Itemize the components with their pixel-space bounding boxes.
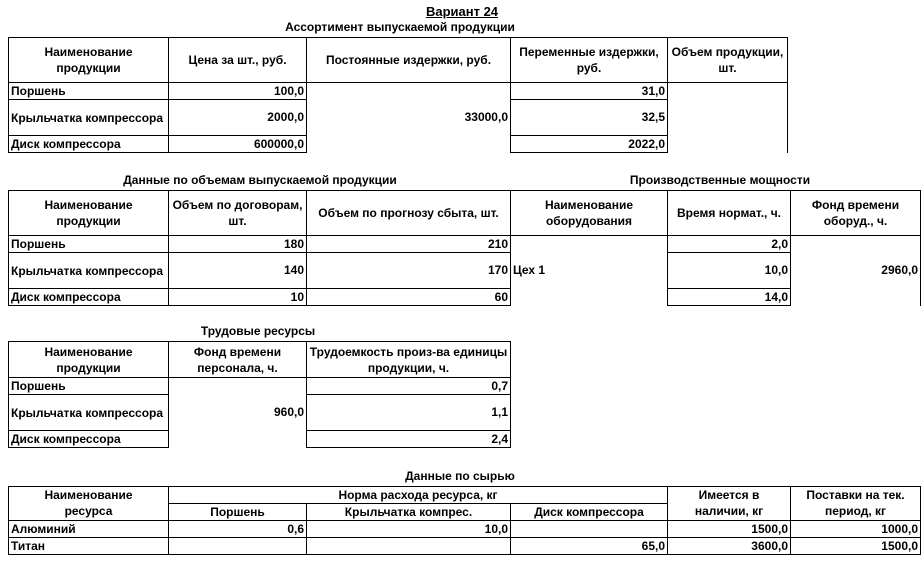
header-staff-fund: Фонд времени персонала, ч.	[169, 342, 307, 378]
labor-intensity-cell: 0,7	[307, 378, 511, 395]
header-resource-name-2: ресурса	[9, 504, 169, 521]
price-cell: 2000,0	[169, 100, 307, 136]
labor-intensity-cell: 1,1	[307, 395, 511, 431]
resource-name-cell: Титан	[9, 538, 169, 555]
assortment-caption: Ассортимент выпускаемой продукции	[285, 20, 515, 34]
header-product: Наименование продукции	[9, 191, 169, 236]
raw-materials-caption: Данные по сырью	[405, 469, 515, 483]
fixed-costs-cell: 33000,0	[307, 83, 511, 153]
header-resource-name: Наименование	[9, 487, 169, 504]
resource-name-cell: Алюминий	[9, 521, 169, 538]
header-supply-2: период, кг	[791, 504, 921, 521]
labor-caption: Трудовые ресурсы	[200, 324, 316, 338]
impeller-norm-cell: 10,0	[307, 521, 511, 538]
price-cell: 100,0	[169, 83, 307, 100]
supply-cell: 1000,0	[791, 521, 921, 538]
available-cell: 3600,0	[668, 538, 791, 555]
forecast-volume-cell: 210	[307, 236, 511, 253]
norm-time-cell: 2,0	[668, 236, 791, 253]
capacities-caption: Производственные мощности	[629, 173, 811, 187]
forecast-volume-cell: 60	[307, 289, 511, 306]
header-price: Цена за шт., руб.	[169, 38, 307, 83]
staff-fund-cell: 960,0	[169, 378, 307, 448]
volume-cell	[668, 83, 788, 153]
header-contract-volume: Объем по договорам, шт.	[169, 191, 307, 236]
product-name-cell: Крыльчатка компрессора	[9, 100, 169, 136]
product-name-cell: Крыльчатка компрессора	[9, 395, 169, 431]
contract-volume-cell: 140	[169, 253, 307, 289]
header-norm-time: Время нормат., ч.	[668, 191, 791, 236]
piston-norm-cell	[169, 538, 307, 555]
header-volume: Объем продукции, шт.	[668, 38, 788, 83]
assortment-table	[8, 37, 788, 153]
disk-norm-cell: 65,0	[511, 538, 668, 555]
available-cell: 1500,0	[668, 521, 791, 538]
header-product: Наименование продукции	[9, 342, 169, 378]
variable-costs-cell: 2022,0	[511, 136, 668, 153]
variable-costs-cell: 31,0	[511, 83, 668, 100]
header-norm: Норма расхода ресурса, кг	[169, 487, 668, 504]
header-variable-costs: Переменные издержки, руб.	[511, 38, 668, 83]
product-name-cell: Поршень	[9, 236, 169, 253]
contract-volume-cell: 180	[169, 236, 307, 253]
product-name-cell: Крыльчатка компрессора	[9, 253, 169, 289]
equipment-fund-cell: 2960,0	[791, 236, 921, 306]
norm-time-cell: 14,0	[668, 289, 791, 306]
forecast-volume-cell: 170	[307, 253, 511, 289]
header-piston: Поршень	[169, 504, 307, 521]
supply-cell: 1500,0	[791, 538, 921, 555]
equipment-cell: Цех 1	[511, 236, 668, 306]
header-available: Имеется в	[668, 487, 791, 504]
labor-table	[8, 341, 511, 448]
page-title: Вариант 24	[425, 4, 499, 19]
price-cell: 600000,0	[169, 136, 307, 153]
volumes-caption: Данные по объемам выпускаемой продукции	[123, 173, 397, 187]
labor-intensity-cell: 2,4	[307, 431, 511, 448]
piston-norm-cell: 0,6	[169, 521, 307, 538]
header-product: Наименование продукции	[9, 38, 169, 83]
raw-materials-table	[8, 486, 921, 555]
norm-time-cell: 10,0	[668, 253, 791, 289]
impeller-norm-cell	[307, 538, 511, 555]
header-supply: Поставки на тек.	[791, 487, 921, 504]
product-name-cell: Диск компрессора	[9, 289, 169, 306]
header-forecast-volume: Объем по прогнозу сбыта, шт.	[307, 191, 511, 236]
volumes-capacity-table	[8, 190, 921, 306]
contract-volume-cell: 10	[169, 289, 307, 306]
product-name-cell: Поршень	[9, 378, 169, 395]
header-impeller: Крыльчатка компрес.	[307, 504, 511, 521]
product-name-cell: Поршень	[9, 83, 169, 100]
product-name-cell: Диск компрессора	[9, 431, 169, 448]
header-fixed-costs: Постоянные издержки, руб.	[307, 38, 511, 83]
disk-norm-cell	[511, 521, 668, 538]
product-name-cell: Диск компрессора	[9, 136, 169, 153]
header-available-2: наличии, кг	[668, 504, 791, 521]
variable-costs-cell: 32,5	[511, 100, 668, 136]
header-equipment-fund: Фонд времени оборуд., ч.	[791, 191, 921, 236]
header-equipment: Наименование оборудования	[511, 191, 668, 236]
header-disk: Диск компрессора	[511, 504, 668, 521]
header-labor-intensity: Трудоемкость произ-ва единицы продукции, ч.	[307, 342, 511, 378]
